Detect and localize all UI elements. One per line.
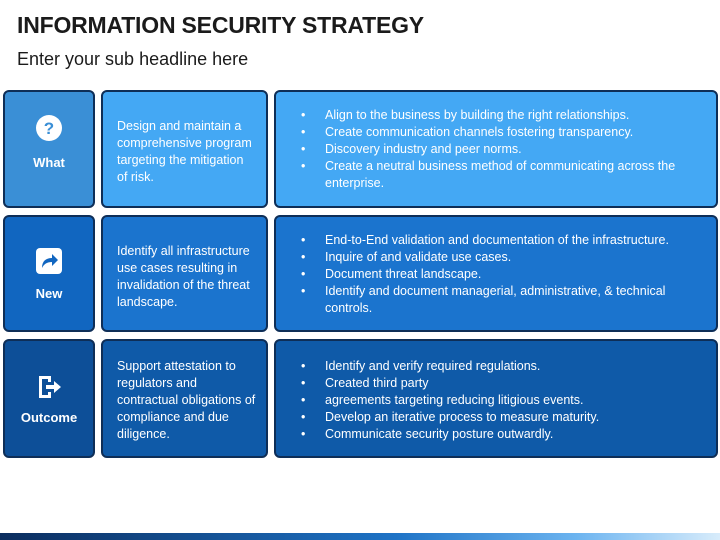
bullet-list bbox=[301, 107, 696, 192]
row-description: Design and maintain a comprehensive program targeting the mitigation of risk. bbox=[117, 119, 252, 184]
strategy-row-what bbox=[0, 90, 720, 208]
row-bullets-panel bbox=[274, 215, 718, 332]
bullet-item: • Discovery industry and peer norms. bbox=[301, 141, 696, 158]
bullet-item: • Identify and document managerial, administrative, & technical controls. bbox=[301, 283, 696, 317]
exit-arrow-icon bbox=[35, 373, 63, 401]
row-bullets-panel bbox=[274, 90, 718, 208]
row-label: Outcome bbox=[20, 410, 78, 425]
strategy-row-outcome bbox=[0, 339, 720, 458]
bullet-item: • Document threat landscape. bbox=[301, 266, 696, 283]
question-icon bbox=[35, 114, 63, 142]
bullet-item: • Inquire of and validate use cases. bbox=[301, 249, 696, 266]
row-description-panel bbox=[101, 215, 268, 332]
bullet-item: • Communicate security posture outwardly. bbox=[301, 426, 696, 443]
bullet-list bbox=[301, 358, 696, 443]
bullet-item: • Identify and verify required regulations. bbox=[301, 358, 696, 375]
bullet-item: • agreements targeting reducing litigious events. bbox=[301, 392, 696, 409]
row-bullets-panel bbox=[274, 339, 718, 458]
share-arrow-icon bbox=[35, 247, 63, 275]
bullet-item: • Created third party bbox=[301, 375, 696, 392]
row-description: Identify all infrastructure use cases resulting in invalidation of the threat landscape. bbox=[117, 244, 250, 309]
bullet-list bbox=[301, 232, 696, 317]
footer-gradient-bar bbox=[0, 533, 720, 540]
row-icon-panel bbox=[3, 90, 95, 208]
bullet-item: • Create communication channels fostering transparency. bbox=[301, 124, 696, 141]
row-icon-panel bbox=[3, 215, 95, 332]
bullet-item: • End-to-End validation and documentation of the infrastructure. bbox=[301, 232, 696, 249]
row-label: New bbox=[35, 286, 63, 301]
row-description-panel bbox=[101, 90, 268, 208]
row-description-panel bbox=[101, 339, 268, 458]
page-subtitle: Enter your sub headline here bbox=[17, 49, 249, 69]
row-description: Support attestation to regulators and contractual obligations of compliance and due diligence. bbox=[117, 359, 256, 441]
page-title: INFORMATION SECURITY STRATEGY bbox=[17, 12, 424, 38]
bullet-item: • Create a neutral business method of communicating across the enterprise. bbox=[301, 158, 696, 192]
strategy-row-new bbox=[0, 215, 720, 332]
row-icon-panel bbox=[3, 339, 95, 458]
bullet-item: • Align to the business by building the right relationships. bbox=[301, 107, 696, 124]
svg-text:?: ? bbox=[43, 119, 55, 138]
bullet-item: • Develop an iterative process to measure maturity. bbox=[301, 409, 696, 426]
row-label: What bbox=[33, 155, 65, 170]
